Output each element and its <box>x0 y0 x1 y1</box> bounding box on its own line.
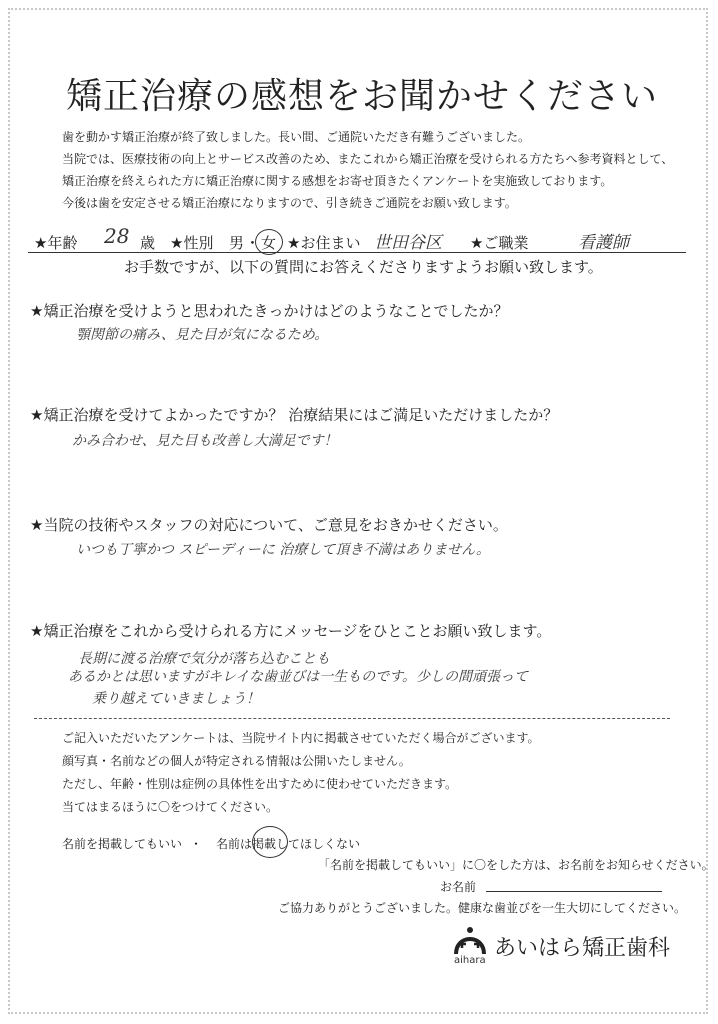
consent-separator: ・ <box>190 837 203 851</box>
name-label: お名前 <box>440 880 477 894</box>
sex-label: ★性別 <box>170 234 214 252</box>
sex-female: 女 <box>261 234 277 252</box>
section-divider <box>34 718 670 719</box>
age-value: 28 <box>104 224 130 248</box>
answer-4-line: あるかとは思いますがキレイな歯並びは一生ものです。少しの間頑張って <box>68 669 529 685</box>
thanks-text: ご協力ありがとうございました。健康な歯並びを一生大切にしてください。 <box>278 901 687 915</box>
question-1: ★矯正治療を受けようと思われたきっかけはどのようなことでしたか？ <box>30 302 509 320</box>
consent-option-allow: 名前を掲載してもいい <box>62 837 183 851</box>
sex-dot: ・ <box>245 234 261 252</box>
answer-1-line: 顎関節の痛み、見た目が気になるため。 <box>76 327 329 343</box>
address-value: 世田谷区 <box>374 233 442 253</box>
answer-4-line: 乗り越えていきましょう！ <box>92 691 260 707</box>
intro-line: 当院では、医療技術の向上とサービス改善のため、またこれから矯正治療を受けられる方たちへ参考資料として、 <box>62 152 674 166</box>
request-text: お手数ですが、以下の質問にお答えくださりますようお願い致します。 <box>124 258 603 276</box>
clinic-logo-subtext: aihara <box>454 955 486 966</box>
question-2: ★矯正治療を受けてよかったですか？ 治療結果にはご満足いただけましたか？ <box>30 406 559 424</box>
address-label: ★お住まい <box>287 234 361 252</box>
clinic-name: あいはら矯正歯科 <box>494 936 671 961</box>
question-3: ★当院の技術やスタッフの対応について、ご意見をおきかせください。 <box>30 516 508 534</box>
question-4: ★矯正治療をこれから受けられる方にメッセージをひとことお願い致します。 <box>30 622 552 640</box>
name-underline <box>486 891 662 892</box>
sex-male: 男 <box>229 234 245 252</box>
answer-3-line: いつも丁寧かつ スピーディーに 治療して頂き不満はありません。 <box>76 542 491 558</box>
clinic-logo-icon <box>452 922 488 956</box>
consent-instruction: 「名前を掲載してもいい」に〇をした方は、お名前をお知らせください。 <box>318 858 714 872</box>
note-line: ただし、年齢・性別は症例の具体性を出すために使わせていただきます。 <box>62 777 458 791</box>
note-line: 顔写真・名前などの個人が特定される情報は公開いたしません。 <box>62 754 411 768</box>
intro-line: 矯正治療を終えられた方に矯正治療に関する感想をお寄せ頂きたくアンケートを実施致しております。 <box>62 174 613 188</box>
intro-line: 今後は歯を安定させる矯正治療になりますので、引き続きご通院をお願い致します。 <box>62 196 517 210</box>
age-label: ★年齢 <box>34 234 78 252</box>
intro-line: 歯を動かす矯正治療が終了致しました。長い間、ご通院いただき有難うございました。 <box>62 130 531 144</box>
profile-underline <box>28 252 686 253</box>
job-label: ★ご職業 <box>470 234 529 252</box>
answer-2-line: かみ合わせ、見た目も改善し大満足です！ <box>72 433 338 449</box>
page-title: 矯正治療の感想をお聞かせください <box>66 76 659 117</box>
consent-option-deny: 名前は掲載してほしくない <box>216 837 361 851</box>
answer-4-line: 長期に渡る治療で気分が落ち込むことも <box>78 651 330 667</box>
job-value: 看護師 <box>578 233 629 253</box>
age-unit: 歳 <box>140 234 156 252</box>
note-line: 当てはまるほうに〇をつけてください。 <box>62 800 279 814</box>
note-line: ご記入いただいたアンケートは、当院サイト内に掲載させていただく場合がございます。 <box>62 731 540 745</box>
consent-selected-circle <box>252 826 288 858</box>
